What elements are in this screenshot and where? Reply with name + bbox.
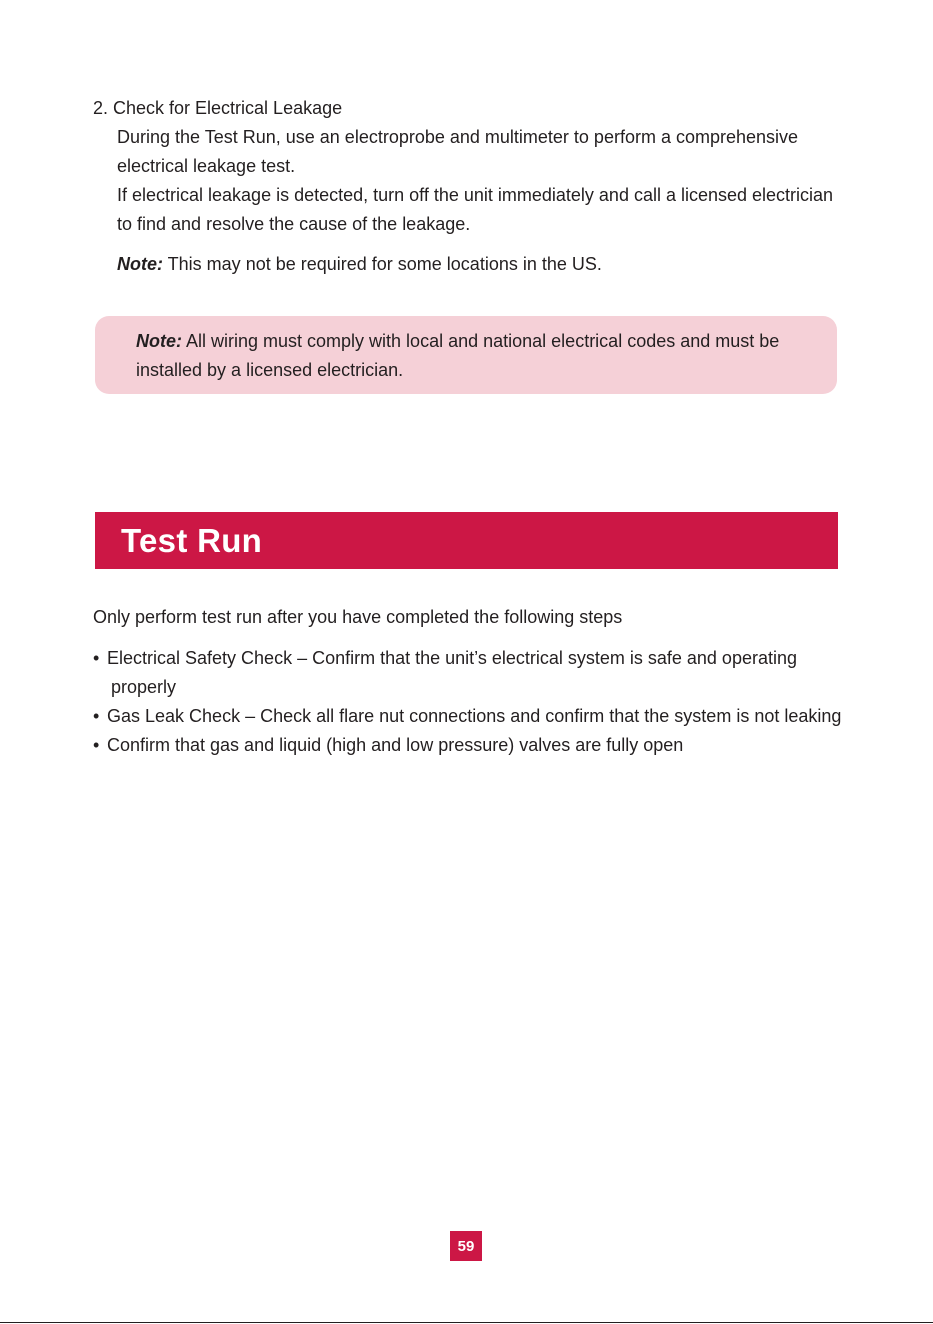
note-text: This may not be required for some locations in the US. (163, 254, 602, 274)
us-location-note (117, 250, 853, 279)
wiring-note-box (95, 316, 837, 394)
section-title: Test Run (121, 521, 263, 559)
electrical-leakage-section (93, 94, 853, 279)
list-item (93, 702, 853, 731)
bullet-icon: • (93, 648, 100, 668)
test-run-banner (95, 512, 838, 569)
list-item (93, 644, 853, 702)
note-label: Note: (117, 254, 163, 274)
step-text: Electrical Safety Check – Confirm that the unit’s electrical system is safe and operating properly (107, 648, 797, 697)
step-text: Confirm that gas and liquid (high and low pressure) valves are fully open (107, 735, 684, 755)
test-run-steps (93, 644, 853, 760)
leakage-detected-paragraph: If electrical leakage is detected, turn off the unit immediately and call a licensed electrician to find and resolve the cause of the leakage. (117, 185, 834, 234)
note-text: All wiring must comply with local and national electrical codes and must be installed by a licensed electrician. (136, 331, 780, 380)
list-item (93, 731, 853, 760)
page-number: 59 (450, 1231, 482, 1261)
bullet-icon: • (93, 706, 100, 726)
bullet-icon: • (93, 735, 100, 755)
page-bottom-divider (0, 1322, 933, 1323)
step-text: Gas Leak Check – Check all flare nut connections and confirm that the system is not leaking (107, 706, 842, 726)
test-run-intro: Only perform test run after you have completed the following steps (93, 607, 623, 627)
section-heading: 2. Check for Electrical Leakage (93, 98, 343, 118)
leakage-test-paragraph: During the Test Run, use an electroprobe and multimeter to perform a comprehensive electrical leakage test. (117, 127, 799, 176)
note-label: Note: (136, 331, 182, 351)
